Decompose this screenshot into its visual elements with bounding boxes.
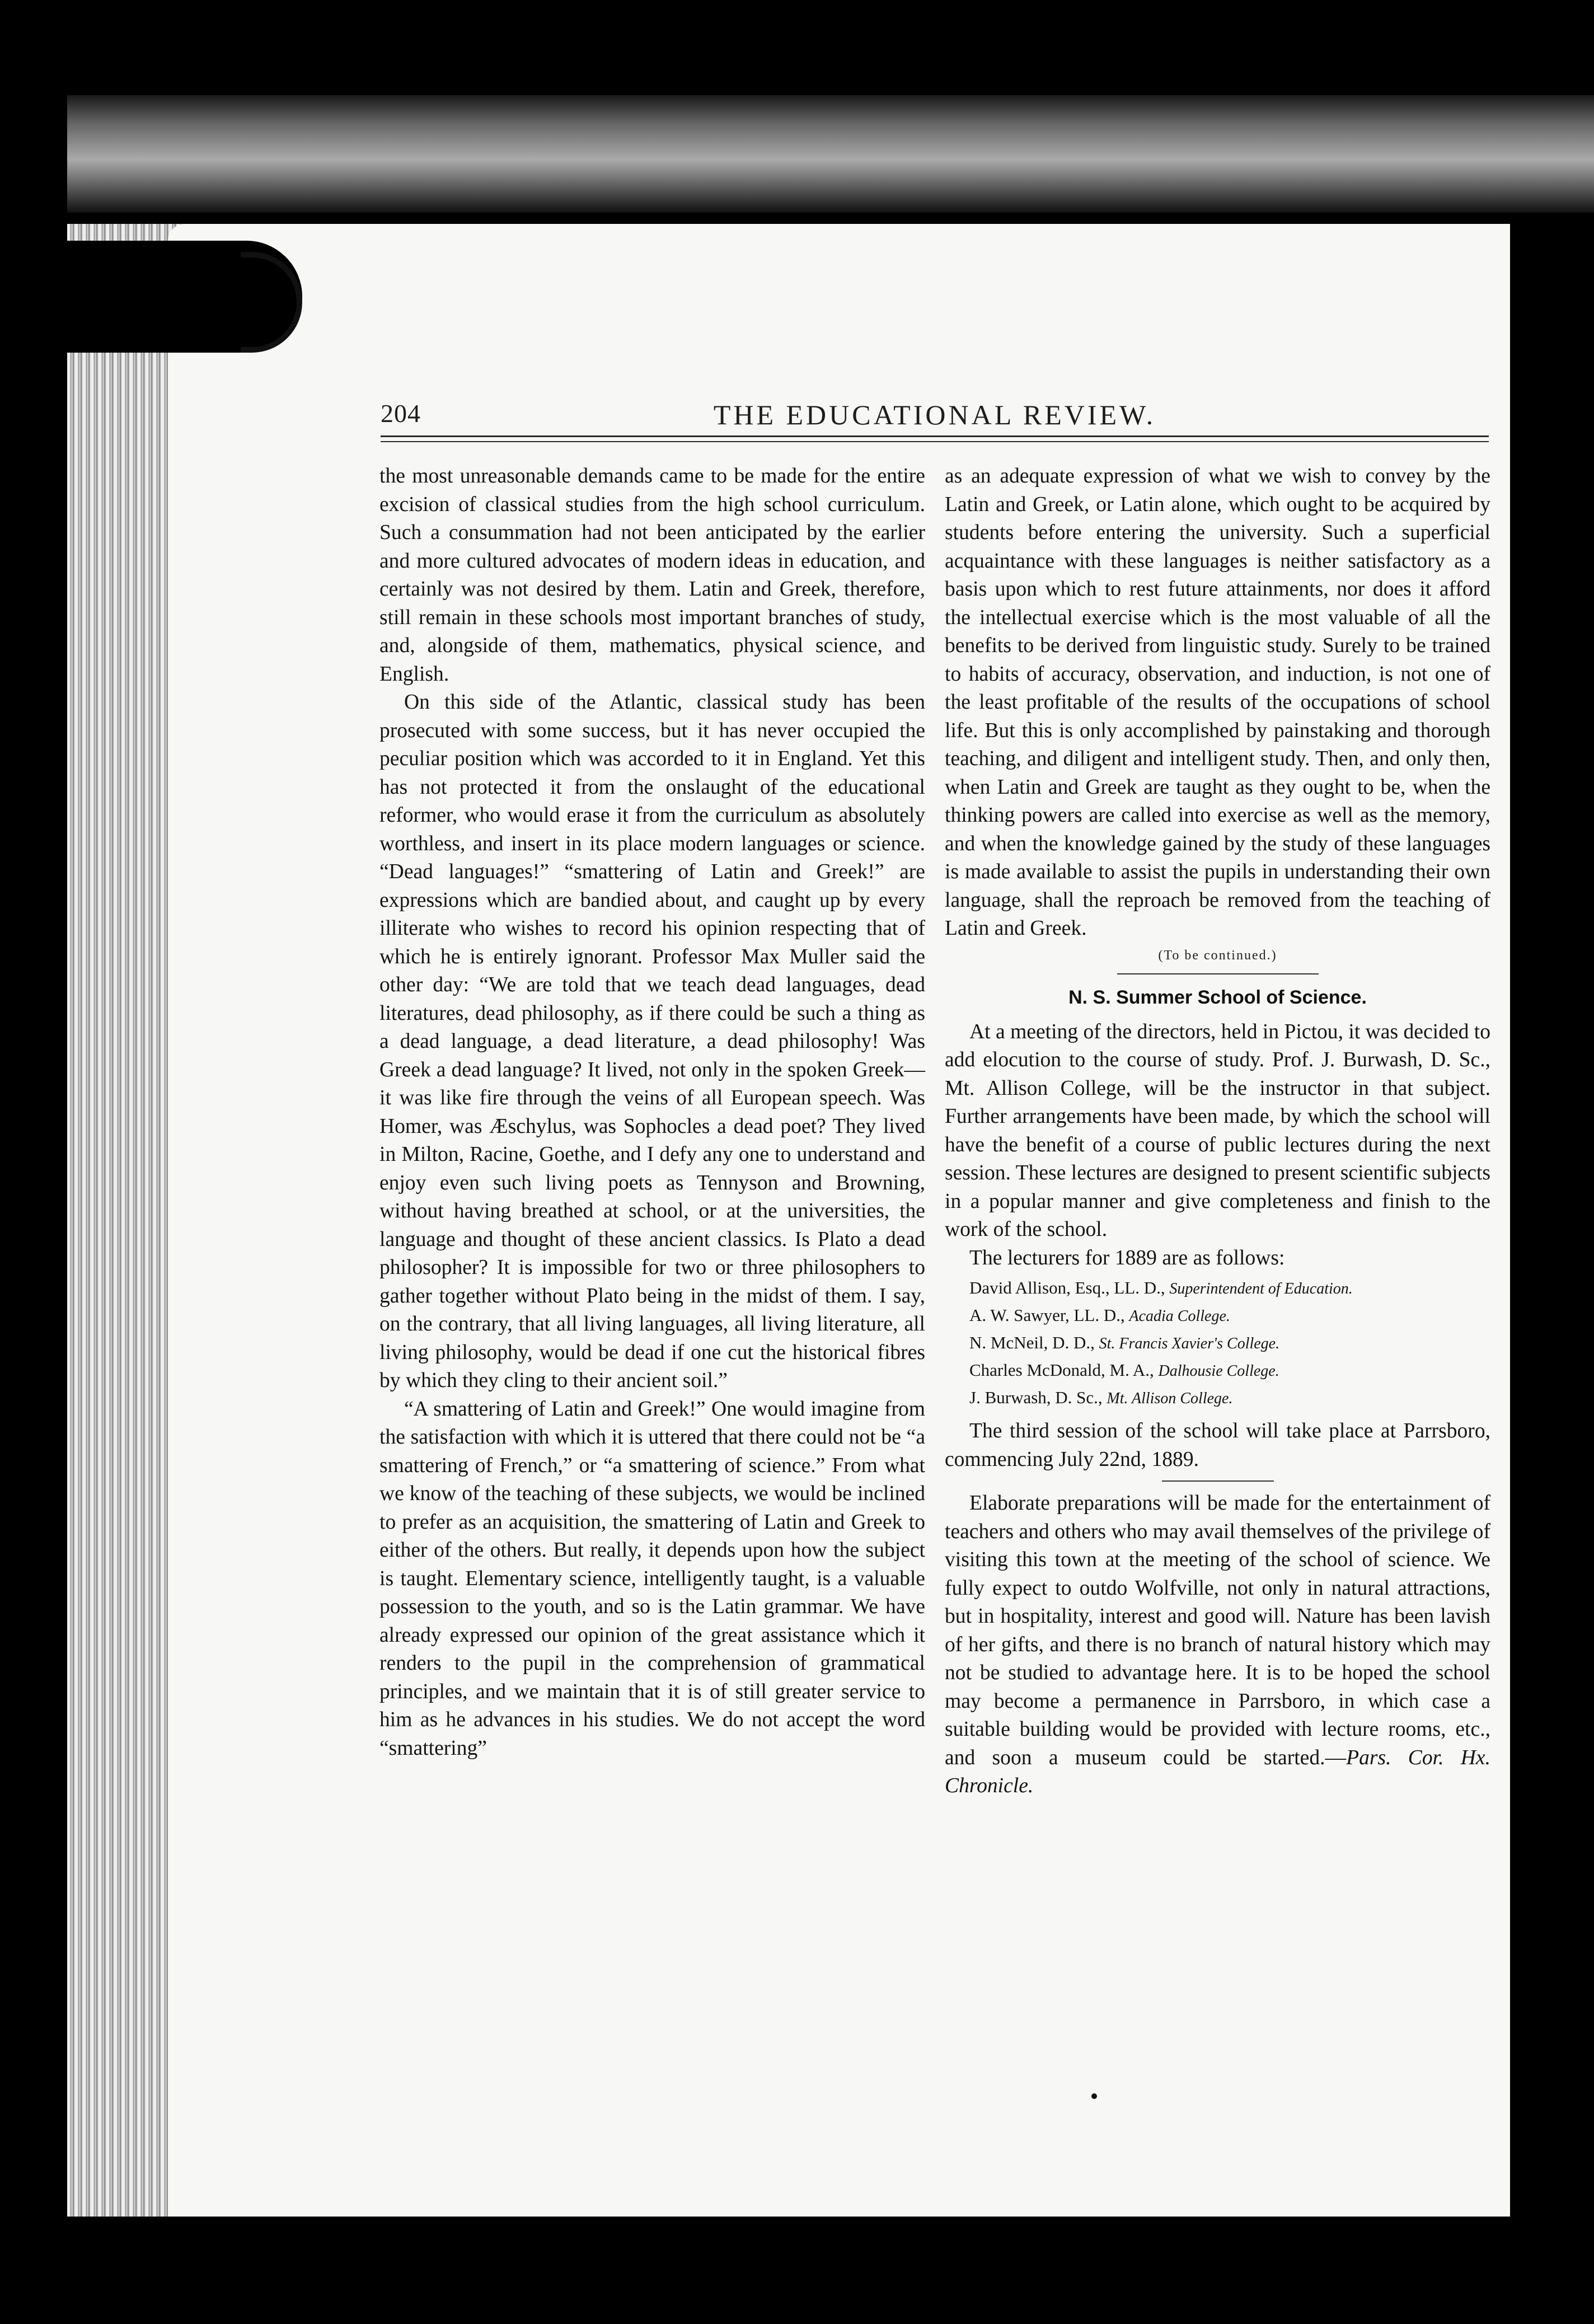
section-divider	[1117, 973, 1319, 974]
paragraph	[945, 1489, 1490, 1801]
lecturer-entry	[945, 1329, 1490, 1357]
source-credit: Pars. Cor. Hx. Chronicle.	[945, 1746, 1490, 1797]
page-number: 204	[381, 399, 421, 428]
lecturer-name: J. Burwash, D. Sc.,	[969, 1388, 1107, 1407]
lecturer-entry	[945, 1302, 1490, 1329]
lecturers-intro: The lecturers for 1889 are as follows:	[969, 1246, 1285, 1269]
paragraph-continuation: as an adequate expression of what we wish to convey by the Latin and Greek, or Latin alone, which ought to be acquired by students before entering the university. Such a superficial acquaintance with these languages is neither satisfactory as a basis upon which to rest future attainments, nor does it afford the intellectual exercise which is the most valuable of all the benefits to be derived from linguistic study. Surely to be trained to habits of accuracy, observation, and induction, is not one of the least profitable of the results of the occupations of school life. But this is only accomplished by painstaking and thorough teaching, and diligent and intelligent study. Then, and only then, when Latin and Greek are taught as they ought to be, when the thinking powers are called into exercise as well as the memory, and when the knowledge gained by the study of these languages is made available to assist the pupils in understanding their own language, shall the reproach be removed from the teaching of Latin and Greek.	[945, 465, 1490, 940]
lecturer-affiliation: St. Francis Xavier's College.	[1099, 1335, 1280, 1352]
lecturer-affiliation: Mt. Allison College.	[1107, 1390, 1233, 1407]
paragraph-text: Elaborate preparations will be made for the entertainment of teachers and others who may avail themselves of the privilege of visiting this town at the meeting of the school of science. We fully expect to outdo Wolfville, not only in natural attractions, but in hospitality, interest and good will. Nature has been lavish of her gifts, and there is no branch of natural history which may not be studied to advantage here. It is to be hoped the school may become a permanence in Parrsboro, in which case a suitable building would be provided with lecture rooms, etc., and soon a museum could be started.—	[945, 1492, 1490, 1769]
right-column	[945, 462, 1490, 1801]
journal-title: THE EDUCATIONAL REVIEW.	[713, 399, 1156, 430]
page-header	[381, 399, 1489, 438]
lecturer-entry	[945, 1384, 1490, 1412]
left-column	[379, 462, 925, 1763]
paragraph: “A smattering of Latin and Greek!” One would imagine from the satisfaction with which it is uttered that there could not be “a smattering of French,” or “a smattering of science.” From what we know of the teaching of these subjects, we would be inclined to prefer as an acquisition, the smattering of Latin and Greek to either of the others. But really, it depends upon how the subject is taught. Elementary science, intelligently taught, is a valuable possession to the youth, and so is the Latin grammar. We have already expressed our opinion of the great assistance which it renders to the pupil in the comprehension of grammatical principles, and we maintain that it is of still greater service to him as he advances in his studies. We do not accept the word “smattering”	[379, 1397, 925, 1760]
ink-speck	[1091, 2093, 1097, 2099]
lecturer-affiliation: Dalhousie College.	[1158, 1362, 1279, 1380]
paragraph: At a meeting of the directors, held in Pictou, it was decided to add elocution to the course of study. Prof. J. Burwash, D. Sc., Mt. Allison College, will be the instructor in that subject. Further arrangements have been made, by which the school will have the benefit of a course of public lectures during the next session. These lectures are designed to present scientific subjects in a popular manner and give completeness and finish to the work of the school.	[945, 1020, 1490, 1241]
lecturer-name: A. W. Sawyer, LL. D.,	[969, 1305, 1129, 1325]
lecturer-entry	[945, 1357, 1490, 1384]
lecturer-entry	[945, 1275, 1490, 1302]
paragraph: the most unreasonable demands came to be made for the entire excision of classical studies from the high school curriculum. Such a consummation had not been anticipated by the earlier and more cultured advocates of modern ideas in education, and certainly was not desired by them. Latin and Greek, therefore, still remain in these schools most important branches of study, and, alongside of them, mathematics, physical science, and English.	[379, 465, 925, 686]
to-be-continued-note: (To be continued.)	[1158, 948, 1277, 963]
header-rule-secondary	[381, 441, 1489, 442]
lecturers-list	[945, 1275, 1490, 1412]
paragraph: The third session of the school will take place at Parrsboro, commencing July 22nd, 1889.	[945, 1419, 1490, 1471]
lecturer-affiliation: Acadia College.	[1129, 1308, 1230, 1325]
lecturer-name: N. McNeil, D. D.,	[969, 1333, 1099, 1352]
lecturer-name: Charles McDonald, M. A.,	[969, 1360, 1159, 1380]
header-rule	[381, 435, 1489, 437]
section-heading: N. S. Summer School of Science.	[1068, 986, 1367, 1008]
lecturer-affiliation: Superintendent of Education.	[1169, 1280, 1353, 1297]
lecturer-name: David Allison, Esq., LL. D.,	[969, 1278, 1170, 1297]
binding-shadow	[67, 95, 1594, 213]
section-divider	[1162, 1480, 1274, 1482]
paragraph: On this side of the Atlantic, classical study has been prosecuted with some success, but it has never occupied the peculiar position which was accorded to it in England. Yet this has not protected it from the onslaught of the educational reformer, who would erase it from the curriculum as absolutely worthless, and insert in its place modern languages or science. “Dead languages!” “smattering of Latin and Greek!” are expressions which are bandied about, and caught up by every illiterate who wishes to record his opinion respecting that of which he is entirely ignorant. Professor Max Muller said the other day: “We are told that we teach dead languages, dead literatures, dead philosophy, as if there could be such a thing as a dead language, a dead literature, a dead philosophy! Was Greek a dead language? It lived, not only in the spoken Greek—it was like fire through the veins of all European speech. Was Homer, was Æschylus, was Sophocles a dead poet? They lived in Milton, Racine, Goethe, and I defy any one to understand and enjoy even such living poets as Tennyson and Browning, without having breathed at school, or at the universities, the language and thought of these ancient classics. Is Plato a dead philosopher? It is impossible for two or three philosophers to gather together without Plato being in the midst of them. I say, on the contrary, that all living languages, all living literature, all living philosophy, would be dead if one cut the historical fibres by which they cling to their ancient soil.”	[379, 691, 925, 1392]
